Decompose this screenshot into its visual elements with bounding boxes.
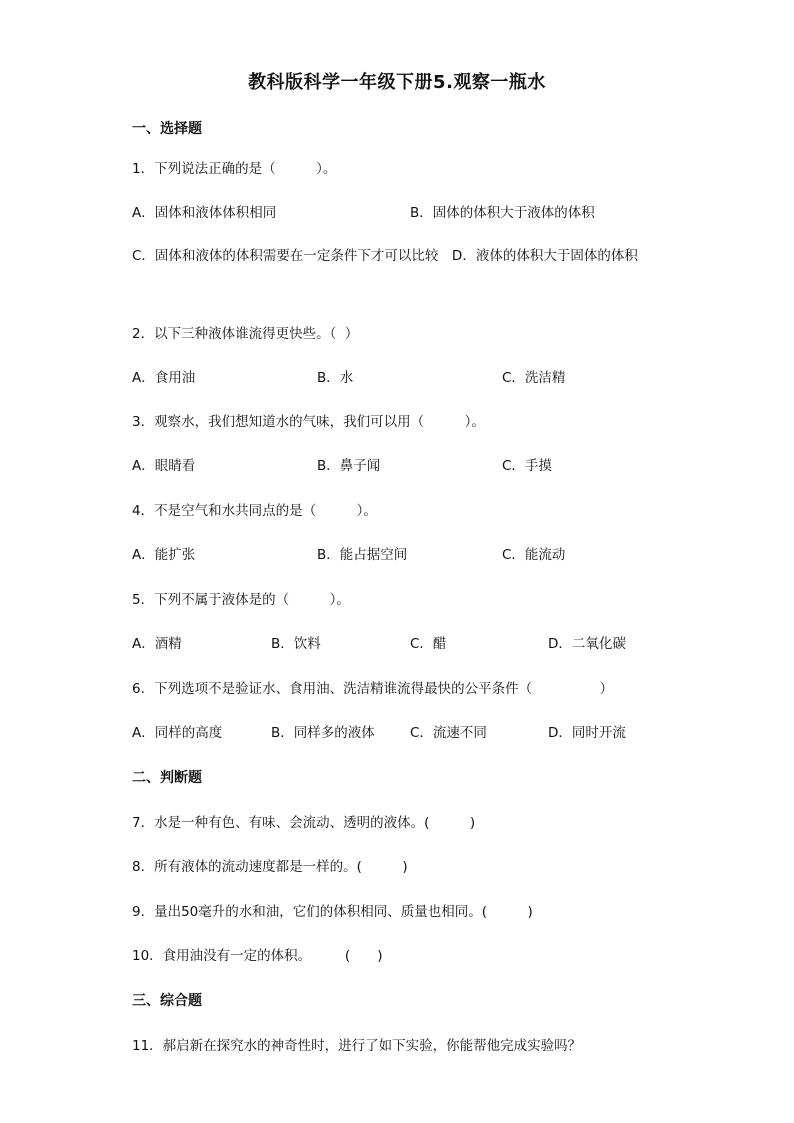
question-6-option-c: C．流速不同: [410, 725, 487, 741]
question-1-stem: 1．下列说法正确的是（ ）。: [132, 161, 337, 177]
question-3-option-c: C．手摸: [502, 458, 552, 474]
question-1-option-cd: C．固体和液体的体积需要在一定条件下才可以比较 D．液体的体积大于固体的体积: [132, 248, 638, 264]
question-6-option-d: D．同时开流: [548, 725, 626, 741]
question-6-option-b: B．同样多的液体: [271, 725, 375, 741]
question-8: 8．所有液体的流动速度都是一样的。( ): [132, 859, 408, 875]
question-3-option-b: B．鼻子闻: [317, 458, 381, 474]
question-5-stem: 5．下列不属于液体是的（ ）。: [132, 592, 350, 608]
question-2-option-c: C．洗洁精: [502, 370, 566, 386]
question-2-option-b: B．水: [317, 370, 354, 386]
section-heading-comprehensive: 三、综合题: [132, 993, 202, 1009]
question-4-stem: 4．不是空气和水共同点的是（ ）。: [132, 503, 377, 519]
question-10: 10．食用油没有一定的体积。 ( ): [132, 948, 383, 964]
question-9: 9．量出50毫升的水和油，它们的体积相同、质量也相同。( ): [132, 904, 533, 920]
question-7: 7．水是一种有色、有味、会流动、透明的液体。( ): [132, 815, 476, 831]
question-11: 11．郝启新在探究水的神奇性时，进行了如下实验，你能帮他完成实验吗？: [132, 1038, 582, 1054]
question-1-option-b: B．固体的体积大于液体的体积: [410, 205, 595, 221]
question-3-option-a: A．眼睛看: [132, 458, 196, 474]
question-5-option-d: D．二氧化碳: [548, 636, 626, 652]
question-5-option-c: C．醋: [410, 636, 447, 652]
question-2-stem: 2．以下三种液体谁流得更快些。（ ）: [132, 326, 359, 342]
question-5-option-b: B．饮料: [271, 636, 321, 652]
question-5-option-a: A．酒精: [132, 636, 182, 652]
question-2-option-a: A．食用油: [132, 370, 196, 386]
question-6-option-a: A．同样的高度: [132, 725, 223, 741]
section-heading-choice: 一、选择题: [132, 121, 202, 137]
question-1-option-a: A．固体和液体体积相同: [132, 205, 277, 221]
question-4-option-b: B．能占据空间: [317, 547, 408, 563]
page-title: 教科版科学一年级下册5.观察一瓶水: [248, 72, 546, 93]
question-3-stem: 3．观察水，我们想知道水的气味，我们可以用（ ）。: [132, 414, 485, 430]
question-4-option-a: A．能扩张: [132, 547, 196, 563]
question-6-stem: 6．下列选项不是验证水、食用油、洗洁精谁流得最快的公平条件（ ）: [132, 681, 614, 697]
section-heading-true-false: 二、判断题: [132, 770, 202, 786]
question-4-option-c: C．能流动: [502, 547, 566, 563]
